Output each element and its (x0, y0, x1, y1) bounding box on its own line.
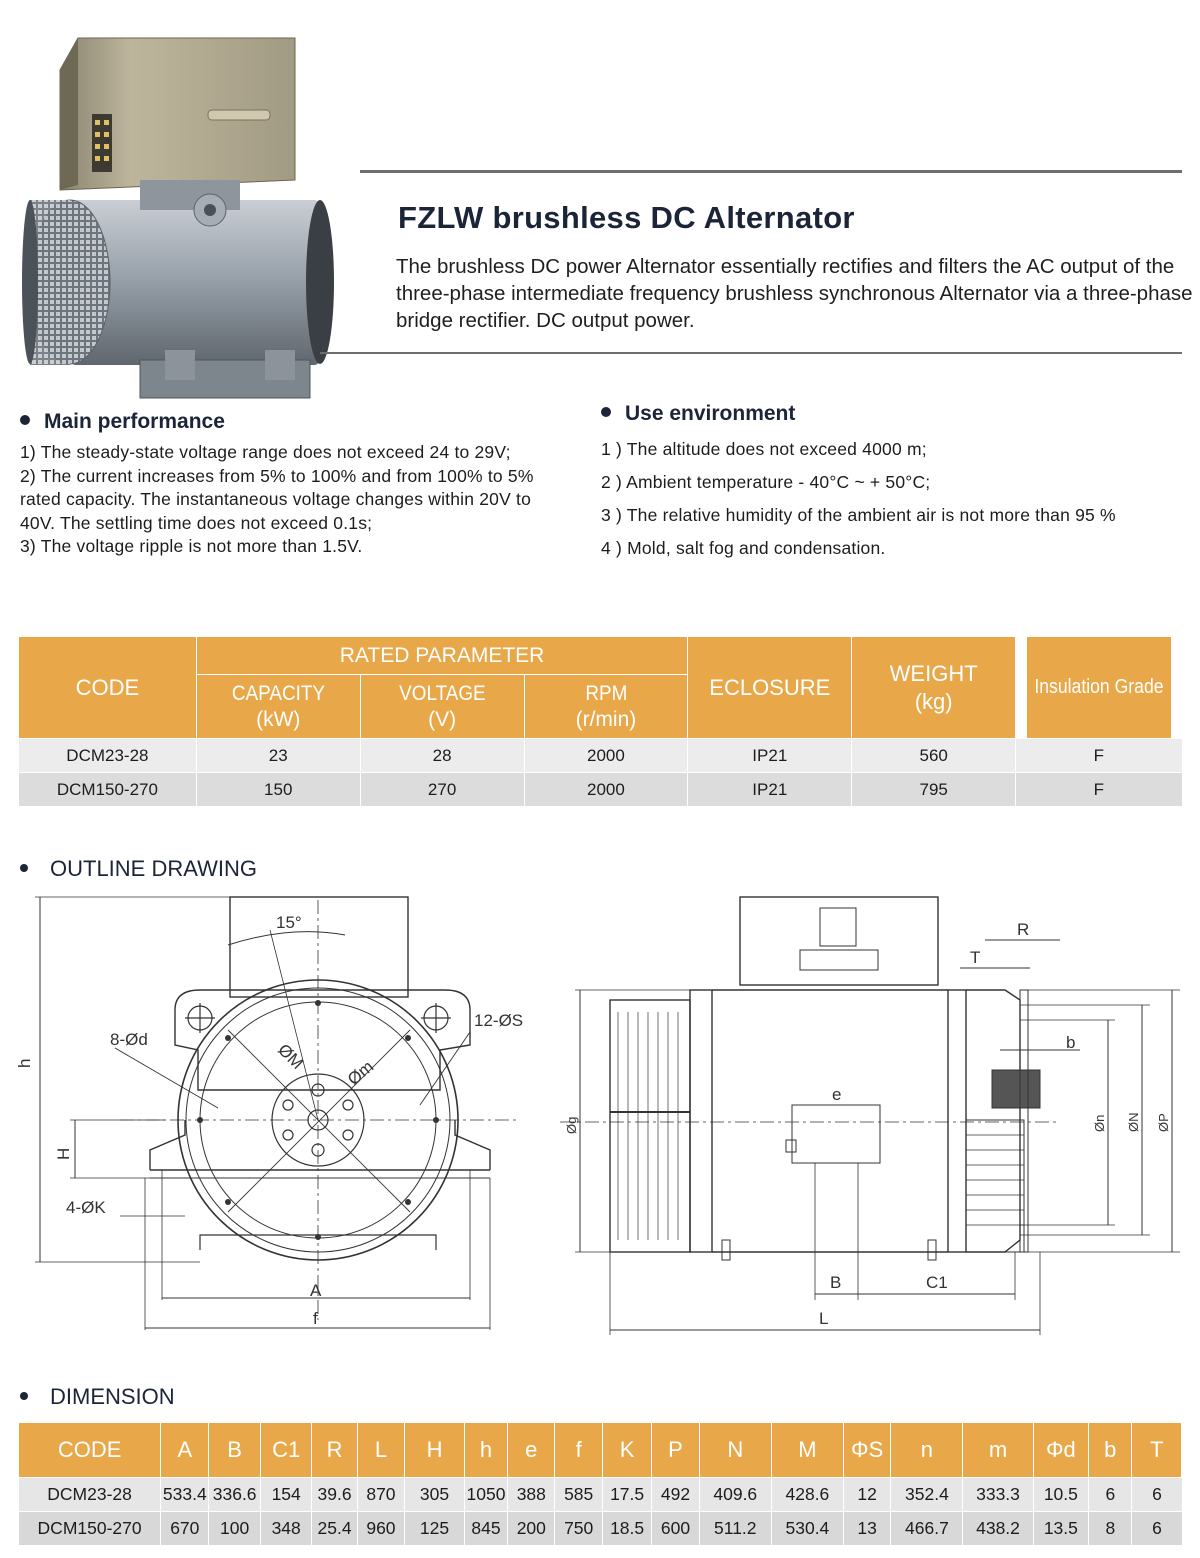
dim-label-P: ØP (1156, 1113, 1171, 1132)
dim-label-B: B (830, 1273, 842, 1292)
weight-header: WEIGHT (kg) (852, 637, 1016, 739)
outline-drawing-heading: OUTLINE DRAWING (20, 856, 257, 882)
bullet-icon (20, 1392, 28, 1400)
code-header: CODE (19, 637, 197, 739)
dim-label-m: Øm (343, 1056, 378, 1090)
dim-label-4K: 4-ØK (66, 1198, 106, 1217)
table-row: DCM150-270 670 100 348 25.4 960 125 845 200 750 18.5 600 511.2 530.4 13 466.7 438.2 13.5 8 6 (19, 1512, 1182, 1546)
dim-label-g: Øg (564, 1116, 579, 1134)
list-item: 1 ) The altitude does not exceed 4000 m; (601, 439, 927, 459)
dim-label-N: ØN (1126, 1112, 1141, 1132)
list-item: 2 ) Ambient temperature - 40°C ~ + 50°C; (601, 472, 931, 492)
insulation-header: Insulation Grade (1026, 637, 1172, 739)
dim-label-h: h (15, 1058, 34, 1068)
list-item: 3 ) The relative humidity of the ambient air is not more than 95 % (601, 505, 1116, 525)
table-row: DCM23-28 533.4 336.6 154 39.6 870 305 1050 388 585 17.5 492 409.6 428.6 12 352.4 333.3 10.5 6 6 (19, 1478, 1182, 1512)
voltage-header: VOLTAGE (V) (360, 675, 524, 739)
dimension-heading: DIMENSION (20, 1384, 175, 1410)
rpm-header: RPM (r/min) (524, 675, 688, 739)
list-item: 3) The voltage ripple is not more than 1.5V. (20, 536, 363, 557)
page-title: FZLW brushless DC Alternator (398, 200, 855, 235)
dimension-table (18, 1422, 1182, 1545)
dim-label-L: L (819, 1309, 829, 1328)
dim-label-b: b (1066, 1033, 1076, 1052)
dim-label-C1: C1 (926, 1273, 948, 1292)
use-environment-list (601, 438, 1200, 570)
side-view (560, 897, 1180, 1335)
outline-drawing (0, 880, 1200, 1340)
dim-label-A: A (310, 1281, 322, 1300)
dim-label-12s: 12-ØS (474, 1011, 524, 1030)
list-item: 2) The current increases from 5% to 100% and from 100% to 5% rated capacity. The instantaneous voltage changes within 20V to 40V. The settling time does not exceed 0.1s; (20, 465, 534, 533)
dim-label-8d: 8-Ød (110, 1030, 148, 1049)
bullet-icon (20, 864, 28, 872)
dim-label-M: ØM (274, 1040, 308, 1074)
dimension-header-row: CODE A B C1 R L H h e f K P N M ΦS n m Φd b T (19, 1423, 1182, 1478)
bullet-icon (20, 415, 30, 425)
table-row: DCM150-270 150 270 2000 IP21 795 F (19, 773, 1182, 807)
alternator-photo (20, 30, 340, 410)
list-item: 1) The steady-state voltage range does not exceed 24 to 29V; (20, 442, 511, 462)
bullet-icon (601, 407, 611, 417)
dim-label-H: H (54, 1147, 73, 1160)
main-performance-heading: Main performance (20, 410, 225, 434)
title-rule-top (360, 170, 1182, 173)
capacity-header: CAPACITY (kW) (196, 675, 360, 739)
title-rule-bottom (320, 352, 1182, 354)
rated-parameter-header: RATED PARAMETER (196, 637, 688, 675)
table-row: DCM23-28 23 28 2000 IP21 560 F (19, 739, 1182, 773)
dim-label-e: e (832, 1085, 842, 1104)
dim-label-T: T (970, 948, 981, 967)
front-view (35, 897, 520, 1330)
dim-label-f: f (313, 1309, 318, 1328)
use-environment-heading: Use environment (601, 402, 795, 426)
dim-label-angle: 15° (276, 913, 302, 932)
dim-label-R: R (1017, 920, 1030, 939)
list-item: 4 ) Mold, salt fog and condensation. (601, 538, 886, 558)
dim-label-n: Øn (1092, 1114, 1107, 1132)
intro-text: The brushless DC power Alternator essentially rectifies and filters the AC output of the three-phase intermediate frequency brushless synchronous Alternator via a three-phase bridge rectifier. DC output power. (396, 255, 1193, 332)
main-performance-list (20, 441, 550, 559)
enclosure-header: ECLOSURE (688, 637, 852, 739)
rated-parameter-table (18, 636, 1182, 806)
